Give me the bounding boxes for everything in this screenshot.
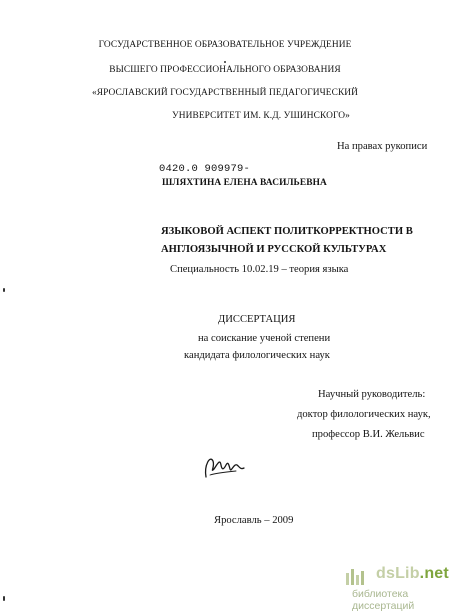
margin-mark <box>3 596 5 601</box>
manuscript-rights: На правах рукописи <box>337 141 428 152</box>
library-stamp-number: 0420.0 909979- <box>159 163 251 175</box>
degree-line-2: кандидата филологических наук <box>184 350 330 361</box>
title-line-1: ЯЗЫКОВОЙ АСПЕКТ ПОЛИТКОРРЕКТНОСТИ В <box>161 226 413 237</box>
institution-line-2: ВЫСШЕГО ПРОФЕССИОНАЛЬНОГО ОБРАЗОВАНИЯ <box>109 65 341 75</box>
dissertation-heading: ДИССЕРТАЦИЯ <box>218 314 296 325</box>
watermark-logo: dsLib.net <box>376 565 449 582</box>
watermark-subtitle: библиотека диссертаций <box>352 588 415 612</box>
watermark-logo-icon <box>344 567 370 585</box>
handwritten-signature <box>200 451 250 481</box>
specialty: Специальность 10.02.19 – теория языка <box>170 264 349 275</box>
dslib-watermark <box>340 565 449 612</box>
supervisor-name: профессор В.И. Жельвис <box>312 429 425 440</box>
supervisor-label: Научный руководитель: <box>318 389 426 400</box>
institution-line-4: УНИВЕРСИТЕТ ИМ. К.Д. УШИНСКОГО» <box>172 111 350 121</box>
author-name: ШЛЯХТИНА ЕЛЕНА ВАСИЛЬЕВНА <box>162 178 327 188</box>
degree-line-1: на соискание ученой степени <box>198 333 331 344</box>
institution-line-1: ГОСУДАРСТВЕННОЕ ОБРАЗОВАТЕЛЬНОЕ УЧРЕЖДЕНИЕ <box>98 40 352 50</box>
margin-mark <box>3 288 5 292</box>
institution-line-3: «ЯРОСЛАВСКИЙ ГОСУДАРСТВЕННЫЙ ПЕДАГОГИЧЕСКИЙ <box>91 88 359 98</box>
speck-mark <box>224 61 226 63</box>
title-line-2: АНГЛОЯЗЫЧНОЙ И РУССКОЙ КУЛЬТУРАХ <box>161 244 387 255</box>
place-and-year: Ярославль – 2009 <box>214 515 294 526</box>
supervisor-degree: доктор филологических наук, <box>297 409 431 420</box>
